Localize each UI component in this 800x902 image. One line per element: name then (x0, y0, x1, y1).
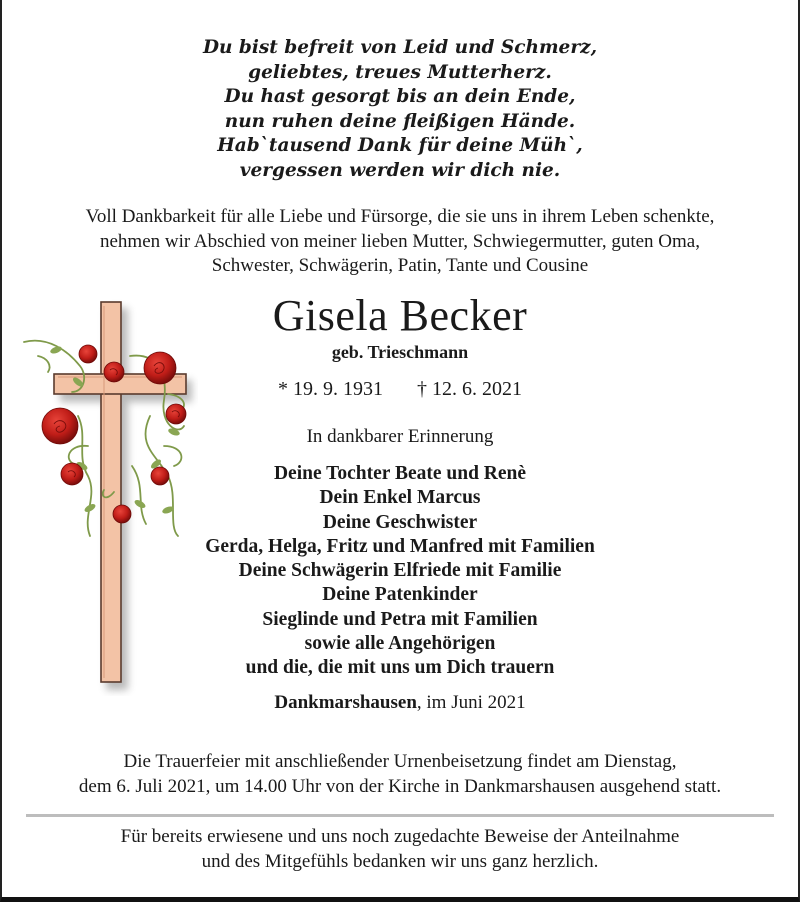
thanks-line: und des Mitgefühls bedanken wir uns ganz herzlich. (201, 850, 599, 872)
mourner-line: Deine Schwägerin Elfriede mit Familie (238, 560, 562, 582)
life-dates (0, 378, 800, 401)
poem-line: nun ruhen deine fleißigen Hände. (224, 110, 576, 132)
intro-line: Schwester, Schwägerin, Patin, Tante und Cousine (211, 255, 589, 276)
mourner-line: sowie alle Angehörigen (304, 633, 496, 655)
memory-line: In dankbarer Erinnerung (306, 426, 494, 447)
poem-line: Hab`tausend Dank für deine Müh`, (217, 135, 583, 156)
funeral-line: dem 6. Juli 2021, um 14.00 Uhr von der Kirche in Dankmarshausen ausgehend statt. (78, 775, 722, 797)
poem-line: Du hast gesorgt bis an dein Ende, (224, 86, 576, 107)
mourners-list (0, 462, 800, 681)
mourner-line: und die, die mit uns um Dich trauern (245, 657, 555, 679)
mourner-line: Deine Geschwister (322, 511, 478, 533)
mourner-line: Gerda, Helga, Fritz und Manfred mit Familien (205, 535, 595, 557)
intro-line: nehmen wir Abschied von meiner lieben Mutter, Schwiegermutter, guten Oma, (100, 230, 700, 252)
death-date: † 12. 6. 2021 (417, 378, 522, 400)
place-month: , im Juni 2021 (416, 692, 526, 713)
mourner-line: Sieglinde und Petra mit Familien (262, 608, 538, 630)
divider (26, 814, 774, 817)
poem-line: Du bist befreit von Leid und Schmerz, (202, 37, 598, 58)
intro-text (0, 205, 800, 279)
place-town: Dankmarshausen (274, 692, 417, 713)
poem-line: geliebtes, treues Mutterherz. (248, 61, 552, 83)
thanks-text (0, 825, 800, 874)
poem (0, 36, 800, 183)
mourner-line: Deine Patenkinder (322, 584, 478, 606)
mourner-line: Deine Tochter Beate und Renè (273, 463, 527, 484)
place-date (0, 692, 800, 714)
funeral-line: Die Trauerfeier mit anschließender Urnenbeisetzung findet am Dienstag, (123, 751, 677, 772)
deceased-name: Gisela Becker (272, 291, 528, 340)
thanks-line: Für bereits erwiesene und uns noch zugedachte Beweise der Anteilnahme (120, 826, 680, 847)
intro-line: Voll Dankbarkeit für alle Liebe und Fürsorge, die sie uns in ihrem Leben schenkte, (85, 206, 715, 227)
mourner-line: Dein Enkel Marcus (319, 487, 481, 509)
funeral-info (0, 750, 800, 799)
birth-date: * 19. 9. 1931 (278, 378, 383, 400)
maiden-name: geb. Trieschmann (331, 342, 469, 362)
poem-line: vergessen werden wir dich nie. (239, 159, 561, 181)
